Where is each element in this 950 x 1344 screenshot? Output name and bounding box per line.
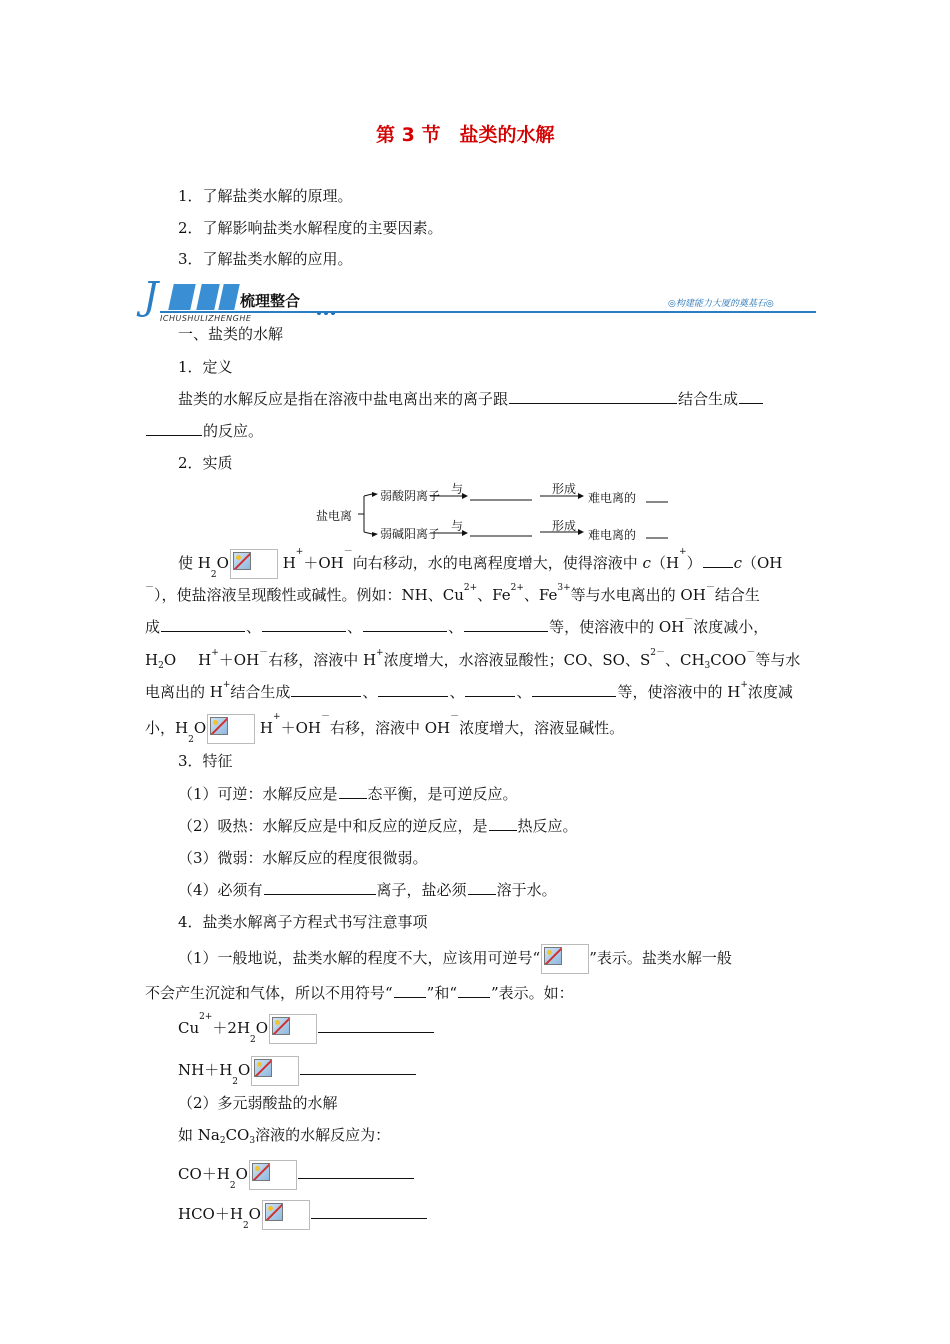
- banner-slogan: ◎构建能力大厦的奠基石◎: [668, 299, 774, 309]
- diagram-with-top: 与: [451, 482, 464, 496]
- note-line-2: 不会产生沉淀和气体，所以不用符号“ ”和“ ”表示。如：: [145, 984, 574, 1002]
- banner-block-3: [218, 284, 240, 310]
- objective-2: 2．了解影响盐类水解程度的主要因素。: [178, 219, 443, 237]
- reversible-sign-image: [251, 1056, 299, 1086]
- polyprotic-intro: 如 $Na_2CO_3$溶液的水解反应为：: [178, 1126, 391, 1146]
- banner-rule: [160, 311, 816, 313]
- diagram-weak-base-cation: 弱碱阳离子: [380, 527, 441, 541]
- feature-reversible: （1）可逆：水解反应是 态平衡，是可逆反应。: [178, 785, 518, 803]
- diagram-result-top: 难电离的: [588, 491, 637, 505]
- equation-carbonate: $CO+H_2O$: [178, 1160, 415, 1190]
- reversible-sign-image: [269, 1014, 317, 1044]
- banner-block-1: [168, 284, 196, 310]
- banner-letter: J: [143, 274, 159, 318]
- equation-ammonium: $NH+H_2O$: [178, 1056, 417, 1086]
- feature-requirement: （4）必须有 离子，盐必须 溶于水。: [178, 881, 557, 899]
- reversible-sign-image: [262, 1200, 310, 1230]
- essence-line-5: 电离出的 H+结合生成 、 、 、 等，使溶液中的 H+浓度减: [145, 680, 793, 701]
- note-line-1: （1）一般地说，盐类水解的程度不大，应该用可逆号“ ”表示。盐类水解一般: [178, 944, 732, 974]
- definition-heading: 1．定义: [178, 358, 233, 376]
- equilibrium-arrow-image: [230, 549, 278, 579]
- essence-heading: 2．实质: [178, 454, 233, 472]
- equilibrium-arrow-image: [207, 714, 255, 744]
- notes-heading: 4．盐类水解离子方程式书写注意事项: [178, 913, 428, 931]
- objective-3: 3．了解盐类水解的应用。: [178, 250, 353, 268]
- reversible-sign-image: [541, 944, 589, 974]
- diagram-weak-acid-anion: 弱酸阴离子: [380, 489, 441, 503]
- diagram-with-bottom: 与: [451, 519, 464, 533]
- essence-line-4: $H_2O$ H+＋OH－右移，溶液中 H+浓度增大，水溶液显酸性；CO、SO、$S^{2-}$、$CH_3COO^-$等与水: [145, 648, 801, 671]
- equation-bicarbonate: $HCO+H_2O$: [178, 1200, 428, 1230]
- essence-line-2: －），使盐溶液呈现酸性或碱性。例如：NH、$Cu^{2+}$、$Fe^{2+}$、$Fe^{3+}$等与水电离出的 OH－结合生: [145, 583, 760, 604]
- diagram-source: 盐电离: [316, 509, 353, 523]
- section-heading: 一、盐类的水解: [178, 325, 284, 343]
- banner-dots: [317, 300, 338, 319]
- polyprotic-heading: （2）多元弱酸盐的水解: [178, 1094, 338, 1112]
- feature-endothermic: （2）吸热：水解反应是中和反应的逆反应，是 热反应。: [178, 817, 578, 835]
- definition-line-2: 的反应。: [145, 421, 263, 441]
- banner-label: 梳理整合: [240, 292, 301, 310]
- banner-pinyin: ICHUSHULIZHENGHE: [160, 314, 252, 323]
- page-title: 第 3 节 盐类的水解: [376, 124, 555, 146]
- essence-line-1: 使 $H_2O$ H+＋OH－向右移动，水的电离程度增大，使得溶液中 c（H+） c（OH: [178, 547, 783, 580]
- diagram-result-bottom: 难电离的: [588, 528, 637, 542]
- features-heading: 3．特征: [178, 752, 233, 770]
- feature-weak: （3）微弱：水解反应的程度很微弱。: [178, 849, 428, 867]
- definition-line-1: 盐类的水解反应是指在溶液中盐电离出来的离子跟 结合生成: [178, 389, 764, 409]
- equation-copper: $Cu^{2+}+2H_2O$: [178, 1014, 435, 1044]
- essence-line-6: 小，$H_2O$ H+＋OH－右移，溶液中 OH－浓度增大，溶液显碱性。: [145, 712, 625, 745]
- diagram-form-top: 形成: [552, 482, 577, 496]
- reversible-sign-image: [249, 1160, 297, 1190]
- banner-block-2: [196, 284, 220, 310]
- diagram-form-bottom: 形成: [552, 519, 577, 533]
- essence-line-3: 成 、 、 、 等，使溶液中的 OH－浓度减小，: [145, 615, 769, 636]
- objective-1: 1．了解盐类水解的原理。: [178, 187, 353, 205]
